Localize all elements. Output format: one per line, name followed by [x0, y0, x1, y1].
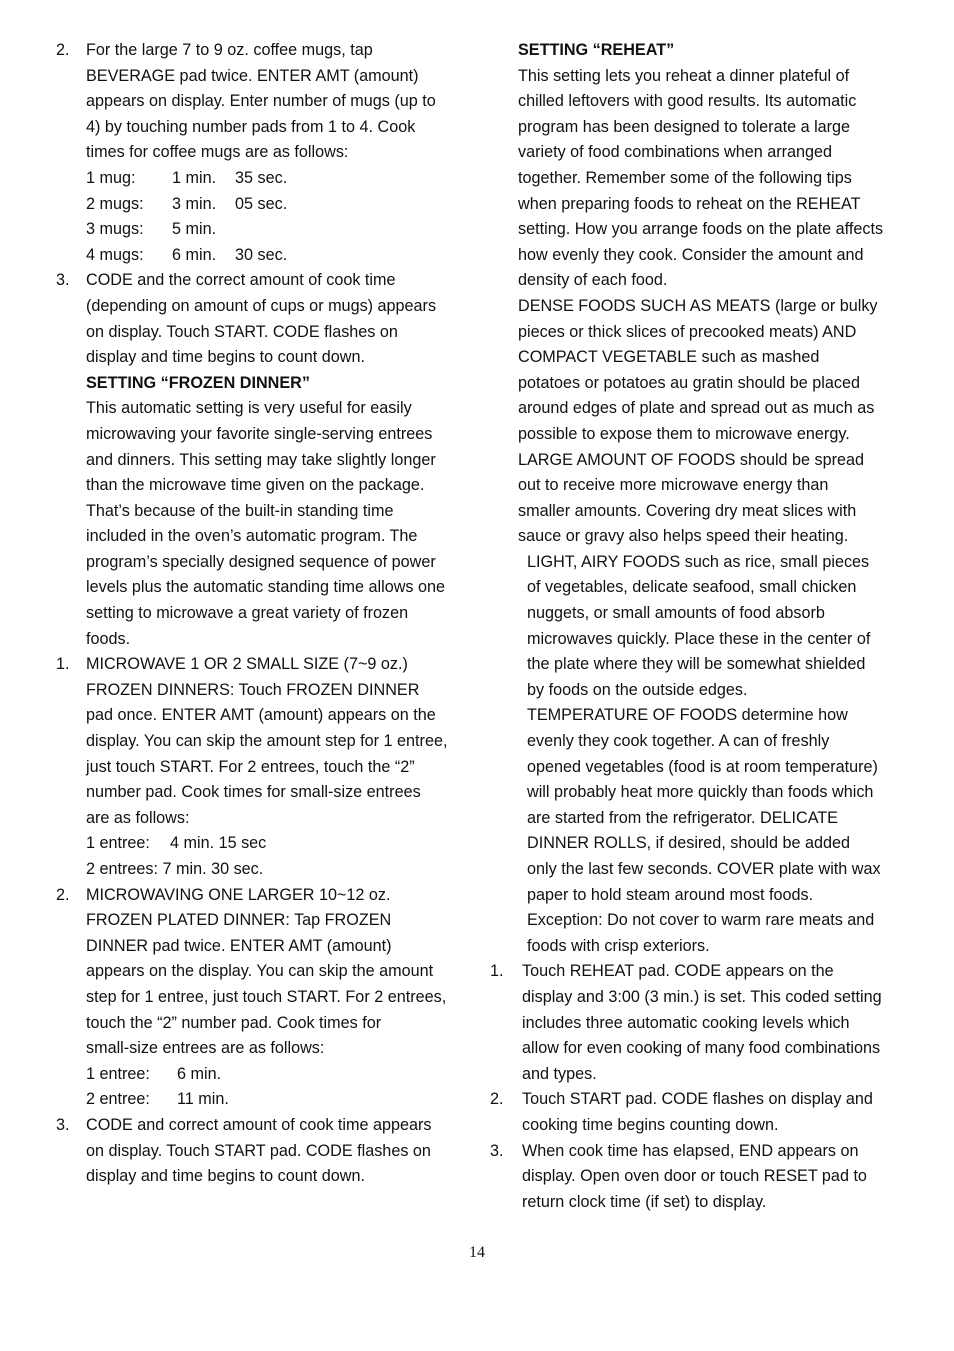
tip-line: nuggets, or small amounts of food absorb: [527, 604, 825, 623]
tip-line: TEMPERATURE OF FOODS determine how: [527, 706, 848, 725]
paragraph-line: on display. Touch START pad. CODE flashes on: [86, 1141, 431, 1160]
paragraph-line: FROZEN DINNERS: Touch FROZEN DINNER: [86, 680, 420, 699]
list-item-reheat-step-1: 1. Touch REHEAT pad. CODE appears on the: [490, 959, 902, 985]
paragraph-line: together. Remember some of the following tips: [518, 168, 852, 187]
list-number: 2.: [56, 885, 70, 904]
tip-line: opened vegetables (food is at room temperature): [527, 757, 878, 776]
mug-time-row: 4 mugs: 6 min. 30 sec.: [86, 245, 288, 264]
paragraph-line: display. Open oven door or touch RESET pad to: [522, 1167, 867, 1186]
mug-time-row: 2 mugs: 3 min. 05 sec.: [86, 194, 288, 213]
list-item-code-line: 3. CODE and the correct amount of cook time: [56, 268, 466, 294]
paragraph-line: pad once. ENTER AMT (amount) appears on the: [86, 706, 436, 725]
paragraph-line: on display. Touch START. CODE flashes on: [86, 322, 398, 341]
list-number: 1.: [56, 655, 70, 674]
tip-line: only the last few seconds. COVER plate with wax: [527, 860, 881, 878]
paragraph-line: how evenly they cook. Consider the amount and: [518, 245, 864, 264]
paragraph-line: number pad. Cook times for small-size entrees: [86, 783, 421, 802]
paragraph-line: sauce or gravy also helps speed their heating.: [518, 527, 849, 546]
tip-line: are started from the refrigerator. DELICATE: [527, 808, 838, 827]
paragraph-line: This automatic setting is very useful for easily: [86, 399, 412, 418]
paragraph-line: FROZEN PLATED DINNER: Tap FROZEN: [86, 911, 392, 930]
paragraph-line: than the microwave time given on the package.: [86, 476, 425, 495]
list-number: 2.: [490, 1090, 504, 1109]
paragraph-line: LARGE AMOUNT OF FOODS should be spread: [518, 450, 865, 469]
paragraph-line: smaller amounts. Covering dry meat slices with: [518, 501, 857, 520]
mug-time-row: 1 mug: 1 min. 35 sec.: [86, 168, 288, 187]
mug-time-row: 3 mugs: 5 min.: [86, 220, 217, 239]
paragraph-line: around edges of plate and spread out as much as: [518, 399, 875, 418]
paragraph-line: and types.: [522, 1064, 597, 1083]
paragraph-line: density of each food.: [518, 271, 668, 290]
paragraph-line: BEVERAGE pad twice. ENTER AMT (amount): [86, 66, 419, 85]
paragraph-line: possible to expose them to microwave energy.: [518, 424, 850, 443]
paragraph-line: foods.: [86, 629, 131, 648]
paragraph-line: pieces or thick slices of precooked meats) AND: [518, 322, 857, 341]
paragraph-line: setting to microwave a great variety of frozen: [86, 604, 409, 623]
paragraph-line: chilled leftovers with good results. Its automatic: [518, 92, 857, 111]
tip-line: by foods on the outside edges.: [527, 680, 748, 699]
list-number: 3.: [56, 1115, 70, 1134]
paragraph-line: display and 3:00 (3 min.) is set. This coded setting: [522, 987, 882, 1006]
list-item-frozen-small-line: 1. MICROWAVE 1 OR 2 SMALL SIZE (7~9 oz.): [56, 652, 466, 678]
paragraph-line: touch the “2” number pad. Cook times for: [86, 1013, 382, 1032]
entree-time-row: 1 entree: 4 min. 15 sec: [86, 834, 267, 853]
tip-line: LIGHT, AIRY FOODS such as rice, small pieces: [527, 552, 870, 571]
paragraph-line: display. You can skip the amount step for 1 entree,: [86, 732, 448, 751]
tip-line: foods with crisp exteriors.: [527, 936, 710, 955]
paragraph-line: step for 1 entree, just touch START. For 2 entrees,: [86, 987, 447, 1006]
paragraph-line: program’s specially designed sequence of power: [86, 552, 436, 571]
paragraph-line: variety of food combinations when arranged: [518, 143, 833, 162]
list-item-frozen-code-line: 3. CODE and correct amount of cook time appears: [56, 1113, 466, 1139]
list-item-reheat-step-2: 2. Touch START pad. CODE flashes on display and: [490, 1087, 902, 1113]
tip-line: paper to hold steam around most foods.: [527, 885, 814, 904]
paragraph-line: microwaving your favorite single-serving entrees: [86, 424, 433, 443]
list-number: 3.: [56, 271, 70, 290]
paragraph-line: potatoes or potatoes au gratin should be placed: [518, 373, 860, 392]
list-item-reheat-step-3: 3. When cook time has elapsed, END appears on: [490, 1139, 902, 1165]
tip-line: evenly they cook together. A can of freshly: [527, 732, 830, 751]
tip-line: of vegetables, delicate seafood, small chicken: [527, 578, 857, 597]
left-column: [56, 38, 466, 1190]
list-item-frozen-large-line: 2. MICROWAVING ONE LARGER 10~12 oz.: [56, 883, 466, 909]
tip-line: microwaves quickly. Place these in the center of: [527, 629, 871, 648]
section-heading-frozen-dinner: SETTING “FROZEN DINNER”: [86, 373, 310, 392]
paragraph-line: appears on display. Enter number of mugs (up to: [86, 92, 436, 111]
tip-line: the plate where they will be somewhat shielded: [527, 655, 866, 674]
entree-time-row: 1 entree: 6 min.: [86, 1064, 222, 1083]
paragraph-line: are as follows:: [86, 808, 190, 827]
paragraph-line: display and time begins to count down.: [86, 348, 365, 367]
paragraph-line: and dinners. This setting may take slightly longer: [86, 450, 436, 469]
list-number: 3.: [490, 1141, 504, 1160]
paragraph-line: small-size entrees are as follows:: [86, 1039, 325, 1058]
paragraph-line: COMPACT VEGETABLE such as mashed: [518, 348, 820, 367]
tip-line: Exception: Do not cover to warm rare meats and: [527, 911, 875, 930]
entree-time-row: 2 entree: 11 min.: [86, 1090, 229, 1109]
paragraph-line: (depending on amount of cups or mugs) appears: [86, 296, 437, 315]
section-heading-reheat: SETTING “REHEAT”: [518, 41, 675, 59]
paragraph-line: just touch START. For 2 entrees, touch the “2”: [86, 757, 415, 776]
paragraph-line: appears on the display. You can skip the amount: [86, 962, 434, 981]
paragraph-line: out to receive more microwave energy than: [518, 476, 829, 495]
paragraph-line: DINNER pad twice. ENTER AMT (amount): [86, 936, 392, 955]
list-number: 2.: [56, 41, 70, 59]
page-number: 14: [469, 1244, 485, 1261]
paragraph-line: 4) by touching number pads from 1 to 4. Cook: [86, 117, 416, 136]
paragraph-line: levels plus the automatic standing time allows one: [86, 578, 446, 597]
paragraph-line: setting. How you arrange foods on the plate affects: [518, 220, 884, 239]
list-item-beverage-line: 2. For the large 7 to 9 oz. coffee mugs, tap: [56, 38, 466, 64]
paragraph-line: program has been designed to tolerate a large: [518, 117, 851, 136]
paragraph-line: return clock time (if set) to display.: [522, 1192, 767, 1211]
paragraph-line: includes three automatic cooking levels which: [522, 1013, 850, 1032]
paragraph-line: That’s because of the built-in standing time: [86, 501, 394, 520]
list-number: 1.: [490, 962, 504, 981]
paragraph-line: when preparing foods to reheat on the REHEAT: [518, 194, 861, 213]
entree-time-row: 2 entrees: 7 min. 30 sec.: [86, 860, 264, 878]
tip-line: DINNER ROLLS, if desired, should be added: [527, 834, 851, 853]
right-column: [490, 38, 902, 1215]
tip-line: will probably heat more quickly than foods which: [527, 783, 874, 802]
paragraph-line: included in the oven’s automatic program. The: [86, 527, 418, 546]
paragraph-line: cooking time begins counting down.: [522, 1115, 779, 1134]
paragraph-line: display and time begins to count down.: [86, 1167, 365, 1186]
paragraph-line: DENSE FOODS SUCH AS MEATS (large or bulky: [518, 296, 878, 315]
paragraph-line: allow for even cooking of many food combinations: [522, 1039, 881, 1058]
paragraph-line: times for coffee mugs are as follows:: [86, 143, 349, 162]
paragraph-line: This setting lets you reheat a dinner plateful of: [518, 66, 850, 85]
